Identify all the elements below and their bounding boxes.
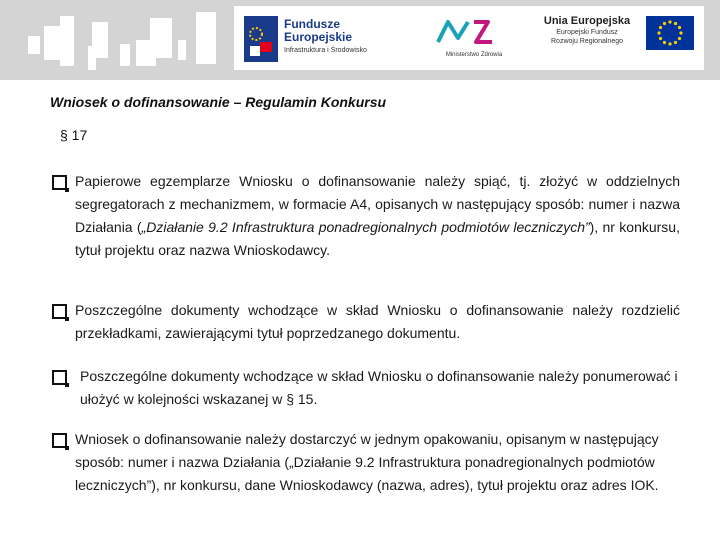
eu-flag-icon	[646, 16, 694, 50]
fe-logo-line2: Europejskie	[284, 30, 353, 44]
logo-bar	[234, 6, 704, 70]
bullet-text: Papierowe egzemplarze Wniosku o dofinansowanie należy spiąć, tj. złożyć w oddzielnych segregatorach z mechanizmem, w formacie A4, opisanych w następujący sposób: numer i nazwa Działania („Działanie 9.2 Infrastruktura ponadregionalnych podmiotów leczniczych”), nr konkursu, tytuł projektu oraz nazwa Wnioskodawcy.	[75, 173, 680, 258]
ministerstwo-zdrowia-logo	[434, 12, 514, 64]
checkbox-bullet-icon	[52, 304, 67, 319]
list-item	[52, 170, 680, 262]
fe-logo-line1: Fundusze	[284, 17, 340, 31]
unia-europejska-logo	[532, 12, 698, 64]
ue-logo-sub1: Europejski Fundusz	[556, 29, 618, 36]
mz-logo-caption: Ministerstwo Zdrowia	[445, 52, 503, 58]
bullet-text: Poszczególne dokumenty wchodzące w skład Wniosku o dofinansowanie należy rozdzielić przekładkami, zawierającymi tytuł poprzedzanego dokumentu.	[75, 302, 680, 341]
decor-block	[28, 36, 40, 54]
ue-logo-title: Unia Europejska	[543, 15, 631, 27]
list-item	[52, 365, 680, 411]
decor-block	[196, 12, 216, 64]
decor-block	[92, 22, 108, 58]
fe-sign-icon	[244, 16, 278, 62]
fe-logo-line3: Infrastruktura i Środowisko	[284, 47, 367, 54]
ue-logo-sub2: Rozwoju Regionalnego	[551, 38, 623, 45]
mz-sign-icon	[434, 12, 514, 50]
checkbox-bullet-icon	[52, 175, 67, 190]
decor-block	[60, 16, 74, 66]
bullet-text: Wniosek o dofinansowanie należy dostarczyć w jednym opakowaniu, opisanym w następujący sposób: numer i nazwa Działania („Działanie 9.2 Infrastruktura ponadregionalnych podmiotów leczniczych”), nr konkursu, dane Wnioskodawcy (nazwa, adres), tytuł projektu oraz adres IOK.	[75, 431, 659, 493]
decor-block	[178, 40, 186, 60]
checkbox-bullet-icon	[52, 370, 67, 385]
bullet-italic-text: „Działanie 9.2 Infrastruktura ponadregionalnych podmiotów leczniczych”	[141, 219, 590, 235]
bullet-text: Poszczególne dokumenty wchodzące w skład Wniosku o dofinansowanie należy ponumerować i ułożyć w kolejności wskazanej w § 15.	[80, 368, 678, 407]
decor-block	[44, 26, 60, 60]
decor-block	[120, 44, 130, 66]
decor-block	[150, 18, 172, 58]
fundusze-europejskie-logo	[244, 14, 434, 64]
list-item	[52, 428, 680, 497]
checkbox-bullet-icon	[52, 433, 67, 448]
document-title: Wniosek o dofinansowanie – Regulamin Konkursu	[50, 94, 387, 110]
list-item	[52, 299, 680, 345]
section-number: § 17	[60, 127, 88, 143]
